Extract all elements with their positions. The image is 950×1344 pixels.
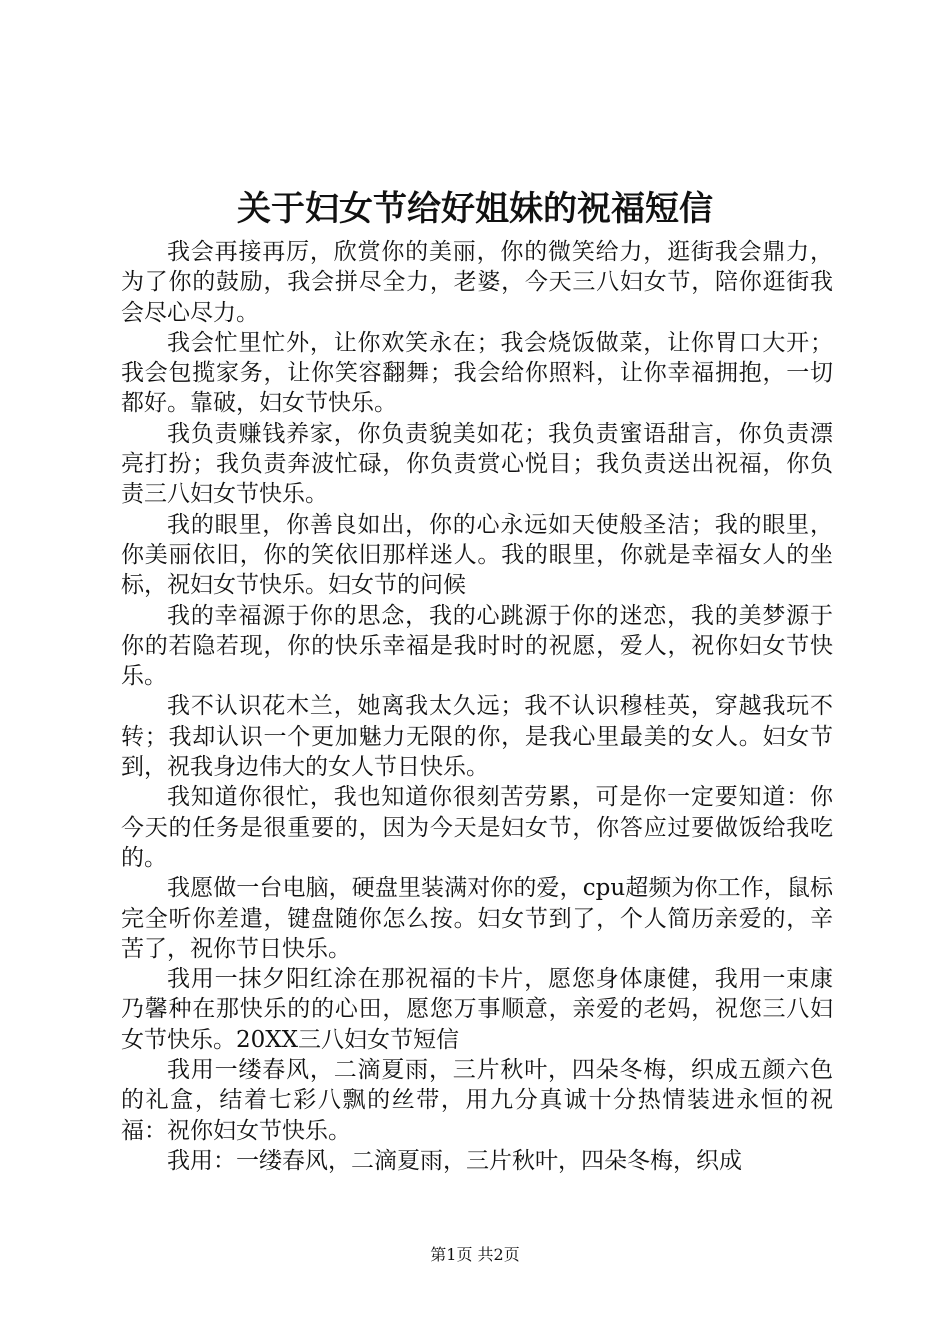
paragraph: 我用：一缕春风，二滴夏雨，三片秋叶，四朵冬梅，织成 [167, 1147, 742, 1174]
paragraph: 我知道你很忙，我也知道你很刻苦劳累，可是你一定要知道：你今天的任务是很重要的，因为今天是妇女节，你答应过要做饭给我吃的。 [121, 784, 833, 871]
paragraph: 我不认识花木兰，她离我太久远；我不认识穆桂英，穿越我玩不转；我却认识一个更加魅力无限的你，是我心里最美的女人。妇女节到，祝我身边伟大的女人节日快乐。 [121, 693, 833, 781]
paragraph: 我的眼里，你善良如出，你的心永远如天使般圣洁；我的眼里，你美丽依旧，你的笑依旧那样迷人。我的眼里，你就是幸福女人的坐标，祝妇女节快乐。妇女节的问候 [121, 511, 833, 599]
document-title: 关于妇女节给好姐妹的祝福短信 [237, 189, 713, 229]
paragraph: 我愿做一台电脑，硬盘里装满对你的爱，cpu超频为你工作，鼠标完全听你差遣，键盘随你怎么按。妇女节到了，个人简历亲爱的，辛苦了，祝你节日快乐。 [121, 875, 833, 962]
paragraph: 我用一缕春风，二滴夏雨，三片秋叶，四朵冬梅，织成五颜六色的礼盒，结着七彩八飘的丝带，用九分真诚十分热情装进永恒的祝福：祝你妇女节快乐。 [121, 1057, 833, 1144]
paragraph: 我负责赚钱养家，你负责貌美如花；我负责蜜语甜言，你负责漂亮打扮；我负责奔波忙碌，你负责赏心悦目；我负责送出祝福，你负责三八妇女节快乐。 [121, 420, 833, 508]
paragraph: 我会忙里忙外，让你欢笑永在；我会烧饭做菜，让你胃口大开；我会包揽家务，让你笑容翻舞；我会给你照料，让你幸福拥抱，一切都好。靠破，妇女节快乐。 [121, 329, 833, 417]
document-body [121, 237, 833, 1176]
paragraph: 我会再接再厉，欣赏你的美丽，你的微笑给力，逛街我会鼎力，为了你的鼓励，我会拼尽全力，老婆，今天三八妇女节，陪你逛街我会尽心尽力。 [121, 239, 833, 326]
paragraph: 我的幸福源于你的思念，我的心跳源于你的迷恋，我的美梦源于你的若隐若现，你的快乐幸福是我时时的祝愿，爱人，祝你妇女节快乐。 [121, 602, 833, 690]
page-number-footer: 第1页 共2页 [430, 1245, 520, 1264]
paragraph: 我用一抹夕阳红涂在那祝福的卡片，愿您身体康健，我用一束康乃馨种在那快乐的的心田，愿您万事顺意，亲爱的老妈，祝您三八妇女节快乐。20XX三八妇女节短信 [121, 966, 833, 1053]
